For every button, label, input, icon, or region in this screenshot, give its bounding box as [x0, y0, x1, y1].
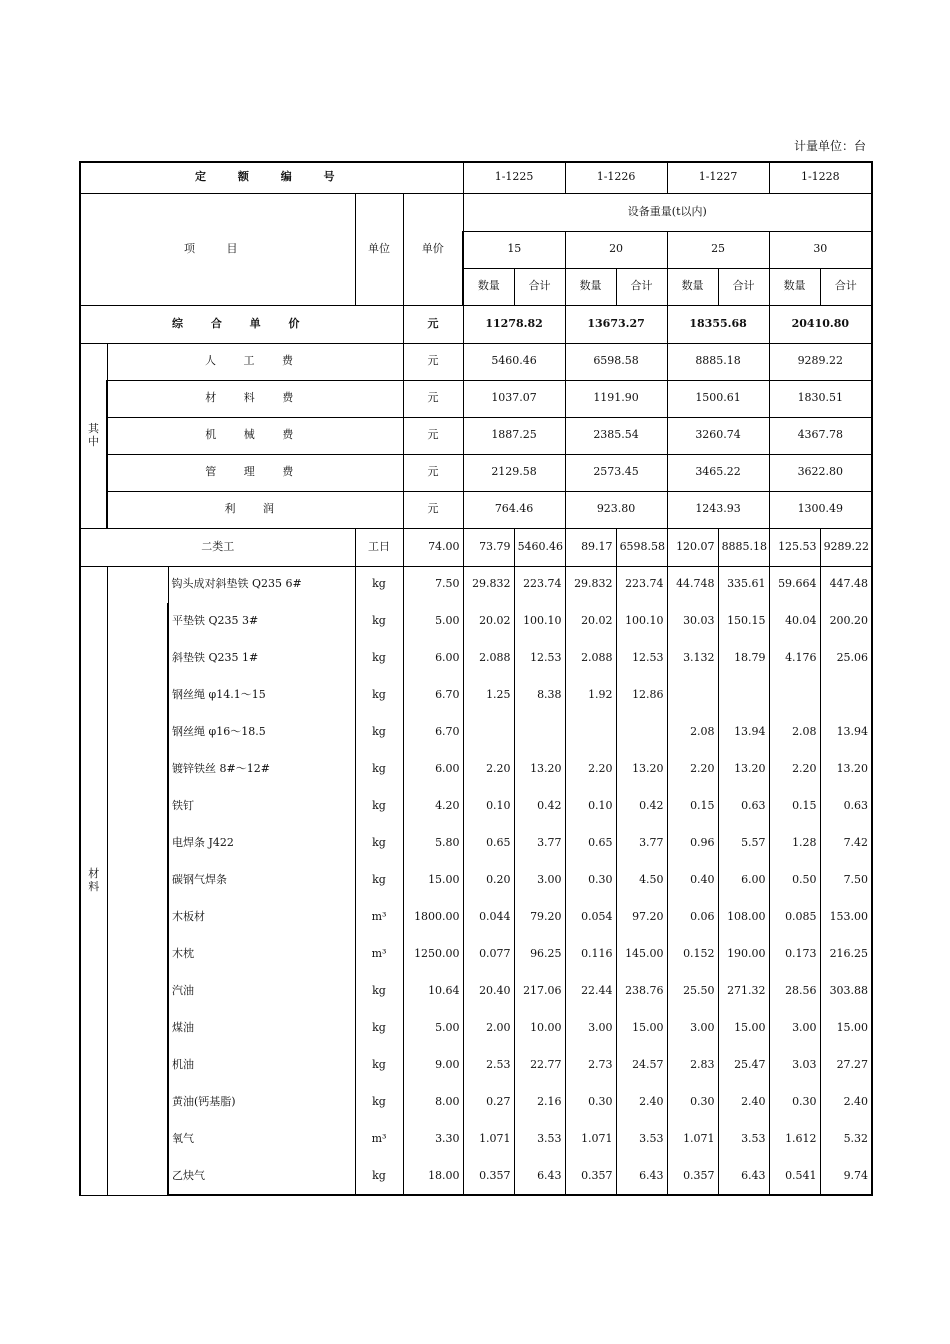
material-total: 4.50 — [616, 862, 667, 899]
material-total: 8.38 — [514, 677, 565, 714]
material-row — [80, 862, 872, 899]
material-name: 汽油 — [168, 973, 355, 1010]
material-qty: 4.176 — [769, 640, 820, 677]
material-qty: 1.612 — [769, 1121, 820, 1158]
material-qty: 1.071 — [463, 1121, 514, 1158]
breakdown-name-text: 机 械 费 — [205, 428, 306, 442]
material-total: 145.00 — [616, 936, 667, 973]
material-row — [80, 566, 872, 603]
material-total: 238.76 — [616, 973, 667, 1010]
material-qty: 20.02 — [463, 603, 514, 640]
material-qty: 2.20 — [667, 751, 718, 788]
breakdown-value: 6598.58 — [565, 343, 667, 380]
material-qty: 44.748 — [667, 566, 718, 603]
material-qty: 3.00 — [667, 1010, 718, 1047]
material-total: 6.00 — [718, 862, 769, 899]
material-qty: 0.10 — [565, 788, 616, 825]
material-total: 10.00 — [514, 1010, 565, 1047]
material-name: 钢丝绳 φ16～18.5 — [168, 714, 355, 751]
breakdown-value: 1243.93 — [667, 491, 769, 528]
material-total: 150.15 — [718, 603, 769, 640]
material-price: 18.00 — [403, 1158, 463, 1195]
breakdown-value: 1500.61 — [667, 380, 769, 417]
material-price: 6.70 — [403, 714, 463, 751]
material-row — [80, 1158, 872, 1195]
item-header: 项 目 — [80, 193, 355, 305]
material-name: 碳钢气焊条 — [168, 862, 355, 899]
unit-header: 单位 — [355, 193, 403, 305]
total-header: 合计 — [616, 268, 667, 305]
composite-value: 11278.82 — [463, 305, 565, 343]
breakdown-value: 3260.74 — [667, 417, 769, 454]
material-qty: 0.40 — [667, 862, 718, 899]
material-row — [80, 973, 872, 1010]
material-qty: 40.04 — [769, 603, 820, 640]
material-total: 108.00 — [718, 899, 769, 936]
labor-total: 9289.22 — [820, 528, 872, 566]
material-qty: 0.173 — [769, 936, 820, 973]
material-total: 223.74 — [514, 566, 565, 603]
material-qty: 0.541 — [769, 1158, 820, 1195]
material-total: 15.00 — [616, 1010, 667, 1047]
material-qty: 2.20 — [769, 751, 820, 788]
material-total: 271.32 — [718, 973, 769, 1010]
material-total: 13.20 — [718, 751, 769, 788]
material-qty: 2.088 — [463, 640, 514, 677]
qty-header: 数量 — [667, 268, 718, 305]
material-qty: 0.15 — [769, 788, 820, 825]
material-unit: kg — [355, 677, 403, 714]
material-unit: kg — [355, 1158, 403, 1195]
breakdown-value: 2573.45 — [565, 454, 667, 491]
weight-20: 20 — [565, 231, 667, 268]
material-total: 9.74 — [820, 1158, 872, 1195]
breakdown-value: 1830.51 — [769, 380, 872, 417]
material-total: 13.94 — [820, 714, 872, 751]
breakdown-value: 5460.46 — [463, 343, 565, 380]
material-total: 3.53 — [616, 1121, 667, 1158]
weight-15: 15 — [463, 231, 565, 268]
breakdown-unit: 元 — [403, 343, 463, 380]
material-qty: 0.357 — [463, 1158, 514, 1195]
material-total: 5.32 — [820, 1121, 872, 1158]
weight-30: 30 — [769, 231, 872, 268]
material-qty: 2.83 — [667, 1047, 718, 1084]
composite-row — [80, 305, 872, 343]
material-name: 钩头成对斜垫铁 Q235 6# — [168, 566, 355, 603]
material-qty: 1.92 — [565, 677, 616, 714]
material-total: 153.00 — [820, 899, 872, 936]
material-name: 氧气 — [168, 1121, 355, 1158]
composite-value: 18355.68 — [667, 305, 769, 343]
material-total: 7.50 — [820, 862, 872, 899]
labor-qty: 89.17 — [565, 528, 616, 566]
labor-qty: 120.07 — [667, 528, 718, 566]
material-name: 平垫铁 Q235 3# — [168, 603, 355, 640]
code-row — [80, 162, 872, 193]
breakdown-unit: 元 — [403, 380, 463, 417]
material-total: 335.61 — [718, 566, 769, 603]
material-name: 铁钉 — [168, 788, 355, 825]
material-qty: 2.20 — [463, 751, 514, 788]
breakdown-value: 2385.54 — [565, 417, 667, 454]
material-total: 79.20 — [514, 899, 565, 936]
material-qty: 0.30 — [769, 1084, 820, 1121]
breakdown-row — [80, 380, 872, 417]
material-qty: 3.00 — [769, 1010, 820, 1047]
material-total: 96.25 — [514, 936, 565, 973]
material-total: 5.57 — [718, 825, 769, 862]
material-unit: kg — [355, 1084, 403, 1121]
labor-total: 8885.18 — [718, 528, 769, 566]
material-qty: 20.02 — [565, 603, 616, 640]
material-total: 2.40 — [616, 1084, 667, 1121]
material-qty: 0.30 — [565, 862, 616, 899]
material-total: 3.77 — [616, 825, 667, 862]
material-qty: 2.20 — [565, 751, 616, 788]
breakdown-value: 1191.90 — [565, 380, 667, 417]
material-name: 电焊条 J422 — [168, 825, 355, 862]
material-total: 3.77 — [514, 825, 565, 862]
material-total: 12.86 — [616, 677, 667, 714]
material-unit: kg — [355, 566, 403, 603]
material-qty: 2.53 — [463, 1047, 514, 1084]
material-qty: 2.08 — [769, 714, 820, 751]
breakdown-value: 923.80 — [565, 491, 667, 528]
material-price: 5.00 — [403, 1010, 463, 1047]
qty-header: 数量 — [463, 268, 514, 305]
material-qty: 3.03 — [769, 1047, 820, 1084]
material-qty: 1.071 — [667, 1121, 718, 1158]
material-total: 2.16 — [514, 1084, 565, 1121]
material-row — [80, 751, 872, 788]
material-qty: 0.20 — [463, 862, 514, 899]
material-name: 黄油(钙基脂) — [168, 1084, 355, 1121]
material-unit: kg — [355, 640, 403, 677]
qty-header: 数量 — [565, 268, 616, 305]
material-name: 钢丝绳 φ14.1～15 — [168, 677, 355, 714]
material-qty: 2.73 — [565, 1047, 616, 1084]
breakdown-row — [80, 417, 872, 454]
material-total: 13.20 — [514, 751, 565, 788]
material-total: 15.00 — [820, 1010, 872, 1047]
breakdown-value: 3465.22 — [667, 454, 769, 491]
material-qty: 0.116 — [565, 936, 616, 973]
composite-value: 13673.27 — [565, 305, 667, 343]
material-qty: 20.40 — [463, 973, 514, 1010]
material-qty: 28.56 — [769, 973, 820, 1010]
material-total: 303.88 — [820, 973, 872, 1010]
material-total: 25.47 — [718, 1047, 769, 1084]
code-1228: 1-1228 — [769, 162, 872, 193]
labor-name: 二类工 — [80, 528, 355, 566]
material-name: 木板材 — [168, 899, 355, 936]
material-qty: 0.96 — [667, 825, 718, 862]
material-qty: 59.664 — [769, 566, 820, 603]
breakdown-name-text: 利 润 — [224, 502, 286, 516]
material-name: 木枕 — [168, 936, 355, 973]
material-qty: 3.132 — [667, 640, 718, 677]
material-name: 镀锌铁丝 8#～12# — [168, 751, 355, 788]
material-price: 1800.00 — [403, 899, 463, 936]
material-unit: kg — [355, 825, 403, 862]
total-header: 合计 — [514, 268, 565, 305]
material-row — [80, 936, 872, 973]
code-1226: 1-1226 — [565, 162, 667, 193]
material-price: 6.70 — [403, 677, 463, 714]
material-total: 24.57 — [616, 1047, 667, 1084]
material-total: 13.20 — [616, 751, 667, 788]
material-qty: 0.085 — [769, 899, 820, 936]
material-qty — [667, 677, 718, 714]
breakdown-value: 3622.80 — [769, 454, 872, 491]
material-qty: 2.00 — [463, 1010, 514, 1047]
breakdown-unit: 元 — [403, 454, 463, 491]
material-price: 6.00 — [403, 751, 463, 788]
of-which-label: 其中 — [80, 343, 107, 528]
material-qty: 0.044 — [463, 899, 514, 936]
breakdown-name-text: 人 工 费 — [205, 354, 305, 368]
materials-label: 材料 — [80, 566, 107, 1195]
quota-table — [79, 161, 873, 1196]
material-qty: 0.357 — [565, 1158, 616, 1195]
material-total: 13.94 — [718, 714, 769, 751]
breakdown-name — [107, 417, 403, 454]
breakdown-row — [80, 491, 872, 528]
material-total: 12.53 — [514, 640, 565, 677]
material-total — [616, 714, 667, 751]
material-qty: 1.28 — [769, 825, 820, 862]
material-price: 6.00 — [403, 640, 463, 677]
material-row — [80, 714, 872, 751]
material-price: 7.50 — [403, 566, 463, 603]
material-unit: m³ — [355, 899, 403, 936]
material-total — [718, 677, 769, 714]
material-price: 1250.00 — [403, 936, 463, 973]
material-price: 10.64 — [403, 973, 463, 1010]
labor-qty: 125.53 — [769, 528, 820, 566]
material-total — [820, 677, 872, 714]
material-total: 217.06 — [514, 973, 565, 1010]
material-row — [80, 603, 872, 640]
material-row — [80, 788, 872, 825]
labor-unit: 工日 — [355, 528, 403, 566]
material-qty: 0.65 — [565, 825, 616, 862]
price-header: 单价 — [403, 193, 463, 305]
total-header: 合计 — [718, 268, 769, 305]
material-qty: 0.054 — [565, 899, 616, 936]
material-total: 27.27 — [820, 1047, 872, 1084]
material-qty: 0.06 — [667, 899, 718, 936]
composite-unit: 元 — [403, 305, 463, 343]
breakdown-name-text: 材 料 费 — [205, 391, 306, 405]
material-total: 0.42 — [514, 788, 565, 825]
material-price: 8.00 — [403, 1084, 463, 1121]
material-unit: kg — [355, 603, 403, 640]
material-qty: 2.088 — [565, 640, 616, 677]
breakdown-value: 1037.07 — [463, 380, 565, 417]
material-total — [514, 714, 565, 751]
material-total: 2.40 — [820, 1084, 872, 1121]
code-label: 定 额 编 号 — [80, 162, 463, 193]
material-total: 97.20 — [616, 899, 667, 936]
material-qty: 0.30 — [565, 1084, 616, 1121]
material-name: 机油 — [168, 1047, 355, 1084]
material-total: 15.00 — [718, 1010, 769, 1047]
material-unit: kg — [355, 1010, 403, 1047]
material-price: 9.00 — [403, 1047, 463, 1084]
material-total: 6.43 — [514, 1158, 565, 1195]
material-unit: kg — [355, 973, 403, 1010]
material-qty: 22.44 — [565, 973, 616, 1010]
material-qty: 3.00 — [565, 1010, 616, 1047]
material-qty: 0.27 — [463, 1084, 514, 1121]
breakdown-row — [80, 343, 872, 380]
material-row — [80, 899, 872, 936]
labor-total: 6598.58 — [616, 528, 667, 566]
breakdown-value: 2129.58 — [463, 454, 565, 491]
material-total: 6.43 — [616, 1158, 667, 1195]
material-qty: 0.15 — [667, 788, 718, 825]
material-qty: 30.03 — [667, 603, 718, 640]
composite-label: 综 合 单 价 — [80, 305, 403, 343]
material-qty: 25.50 — [667, 973, 718, 1010]
labor-row — [80, 528, 872, 566]
breakdown-name-text: 管 理 费 — [205, 465, 306, 479]
material-total: 447.48 — [820, 566, 872, 603]
material-qty: 29.832 — [565, 566, 616, 603]
material-total: 2.40 — [718, 1084, 769, 1121]
material-name: 乙炔气 — [168, 1158, 355, 1195]
material-total: 22.77 — [514, 1047, 565, 1084]
breakdown-value: 1887.25 — [463, 417, 565, 454]
weight-group-header: 设备重量(t以内) — [463, 193, 872, 231]
material-qty: 0.50 — [769, 862, 820, 899]
material-unit: m³ — [355, 1121, 403, 1158]
material-total: 100.10 — [514, 603, 565, 640]
breakdown-value: 4367.78 — [769, 417, 872, 454]
labor-price: 74.00 — [403, 528, 463, 566]
breakdown-name — [107, 343, 403, 380]
breakdown-value: 1300.49 — [769, 491, 872, 528]
material-price: 3.30 — [403, 1121, 463, 1158]
material-price: 5.00 — [403, 603, 463, 640]
material-qty: 0.10 — [463, 788, 514, 825]
material-unit: kg — [355, 788, 403, 825]
material-price: 5.80 — [403, 825, 463, 862]
breakdown-name — [107, 380, 403, 417]
material-unit: kg — [355, 1047, 403, 1084]
material-total: 12.53 — [616, 640, 667, 677]
material-qty — [565, 714, 616, 751]
material-price: 4.20 — [403, 788, 463, 825]
material-total: 100.10 — [616, 603, 667, 640]
breakdown-row — [80, 454, 872, 491]
material-unit: kg — [355, 862, 403, 899]
material-name: 斜垫铁 Q235 1# — [168, 640, 355, 677]
material-total: 0.63 — [820, 788, 872, 825]
material-qty: 2.08 — [667, 714, 718, 751]
material-total: 223.74 — [616, 566, 667, 603]
material-total: 6.43 — [718, 1158, 769, 1195]
material-unit: m³ — [355, 936, 403, 973]
material-qty: 1.071 — [565, 1121, 616, 1158]
material-row — [80, 640, 872, 677]
material-total: 3.00 — [514, 862, 565, 899]
material-total: 13.20 — [820, 751, 872, 788]
material-price: 15.00 — [403, 862, 463, 899]
material-qty: 0.65 — [463, 825, 514, 862]
material-total: 3.53 — [514, 1121, 565, 1158]
weight-group-row — [80, 193, 872, 231]
code-1227: 1-1227 — [667, 162, 769, 193]
breakdown-unit: 元 — [403, 491, 463, 528]
weight-25: 25 — [667, 231, 769, 268]
material-qty: 0.152 — [667, 936, 718, 973]
materials-blank — [107, 566, 168, 1195]
total-header: 合计 — [820, 268, 872, 305]
material-qty — [769, 677, 820, 714]
labor-total: 5460.46 — [514, 528, 565, 566]
material-total: 0.42 — [616, 788, 667, 825]
material-total: 216.25 — [820, 936, 872, 973]
measurement-unit-label: 计量单位：台 — [793, 139, 866, 153]
code-1225: 1-1225 — [463, 162, 565, 193]
material-qty — [463, 714, 514, 751]
breakdown-name — [107, 454, 403, 491]
material-total: 7.42 — [820, 825, 872, 862]
material-total: 190.00 — [718, 936, 769, 973]
material-total: 25.06 — [820, 640, 872, 677]
breakdown-value: 9289.22 — [769, 343, 872, 380]
material-total: 3.53 — [718, 1121, 769, 1158]
material-row — [80, 1047, 872, 1084]
material-unit: kg — [355, 714, 403, 751]
breakdown-value: 8885.18 — [667, 343, 769, 380]
material-row — [80, 825, 872, 862]
breakdown-unit: 元 — [403, 417, 463, 454]
material-total: 0.63 — [718, 788, 769, 825]
material-qty: 0.077 — [463, 936, 514, 973]
material-qty: 0.30 — [667, 1084, 718, 1121]
material-row — [80, 1084, 872, 1121]
qty-header: 数量 — [769, 268, 820, 305]
material-total: 200.20 — [820, 603, 872, 640]
composite-value: 20410.80 — [769, 305, 872, 343]
labor-qty: 73.79 — [463, 528, 514, 566]
material-unit: kg — [355, 751, 403, 788]
material-row — [80, 1010, 872, 1047]
material-row — [80, 677, 872, 714]
breakdown-name — [107, 491, 403, 528]
material-name: 煤油 — [168, 1010, 355, 1047]
breakdown-value: 764.46 — [463, 491, 565, 528]
material-qty: 0.357 — [667, 1158, 718, 1195]
material-total: 18.79 — [718, 640, 769, 677]
material-row — [80, 1121, 872, 1158]
material-qty: 1.25 — [463, 677, 514, 714]
material-qty: 29.832 — [463, 566, 514, 603]
